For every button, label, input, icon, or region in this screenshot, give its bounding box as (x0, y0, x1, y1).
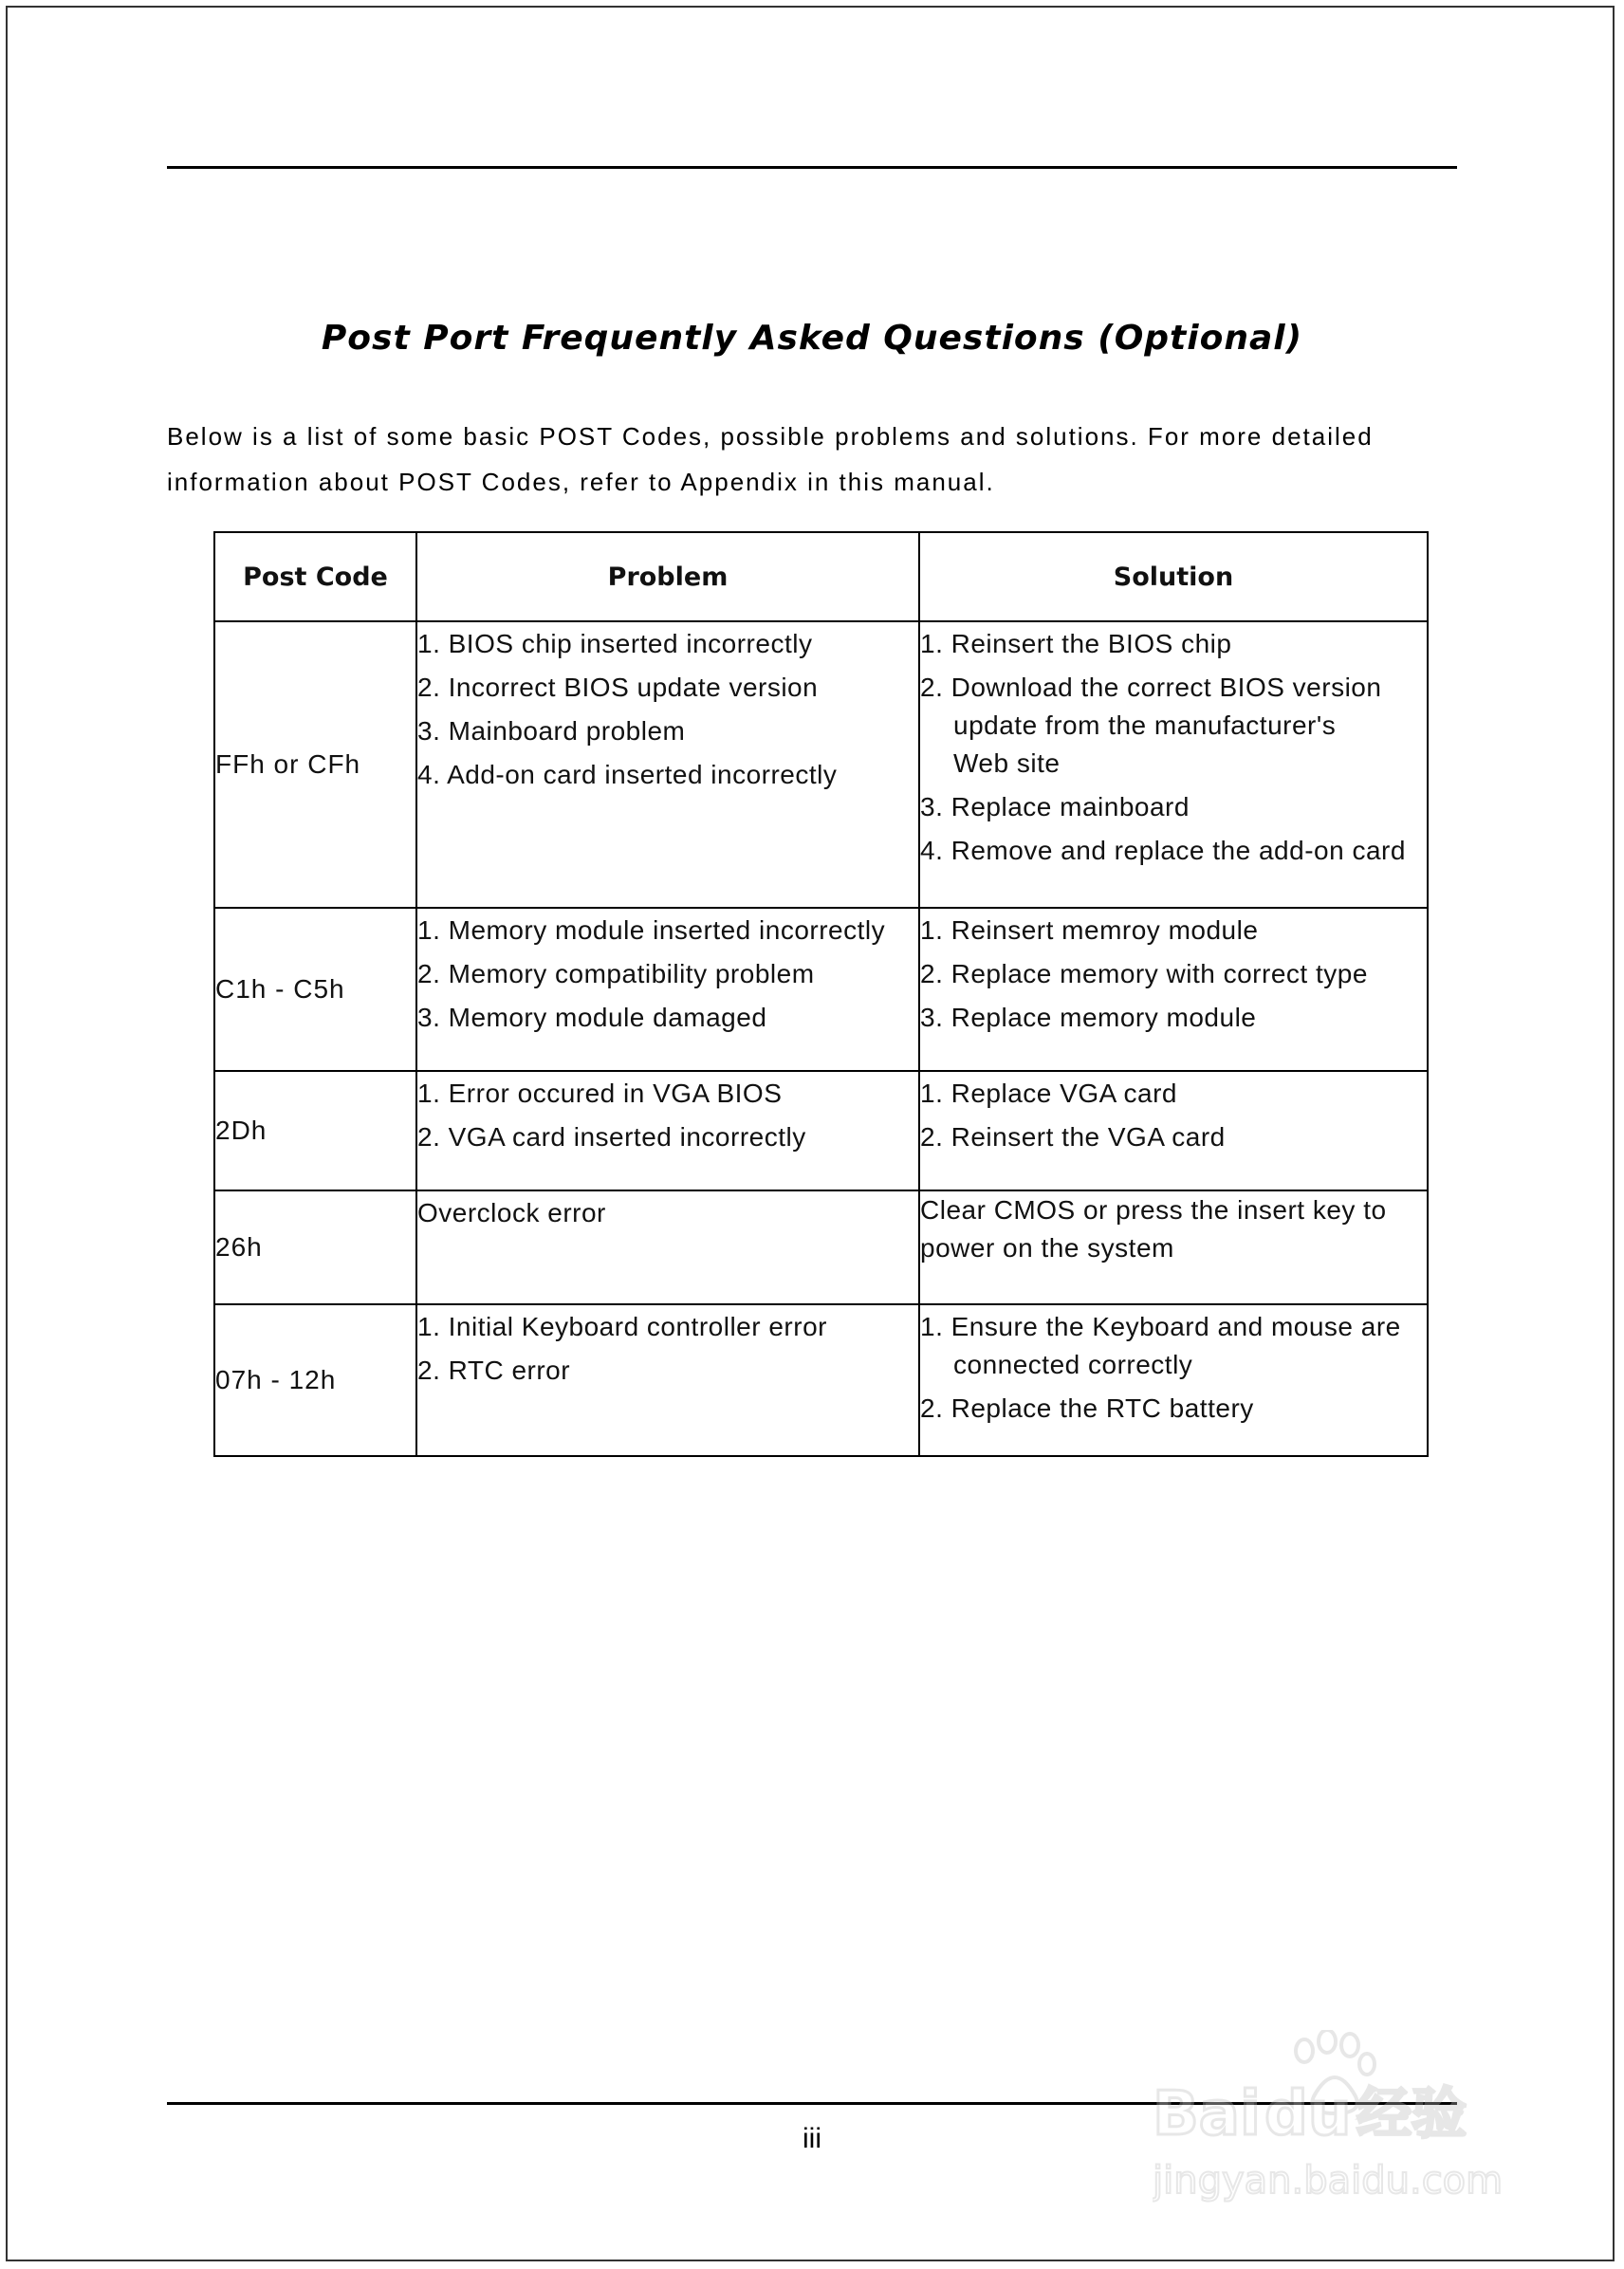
problem-item: 1. BIOS chip inserted incorrectly (417, 629, 813, 658)
table-row (214, 621, 1428, 908)
solution-item: 3. Replace mainboard (920, 792, 1190, 821)
header-post-code: Post Code (214, 532, 416, 621)
table-row (214, 1304, 1428, 1456)
problem-cell (416, 908, 919, 1071)
problem-item: 2. Incorrect BIOS update version (417, 673, 819, 702)
problem-item: 3. Memory module damaged (417, 1003, 767, 1032)
post-code-cell: 07h - 12h (214, 1304, 416, 1456)
solution-cell (919, 1190, 1428, 1304)
table-row (214, 908, 1428, 1071)
watermark-url: jingyan.baidu.com (1153, 2159, 1504, 2203)
problem-item: 2. RTC error (417, 1356, 571, 1385)
solution-cell (919, 908, 1428, 1071)
solution-item: 1. Replace VGA card (920, 1079, 1177, 1108)
page-number: iii (803, 2123, 821, 2154)
solution-item: 2. Reinsert the VGA card (920, 1122, 1226, 1152)
post-code-cell: 2Dh (214, 1071, 416, 1190)
problem-cell (416, 621, 919, 908)
problem-item: 1. Memory module inserted incorrectly (417, 915, 886, 945)
header-solution: Solution (919, 532, 1428, 621)
page-title: Post Port Frequently Asked Questions (Optional) (321, 319, 1303, 358)
watermark-brand: Bai (1153, 2079, 1261, 2149)
problem-item: 1. Initial Keyboard controller error (417, 1312, 827, 1341)
solution-item (920, 1305, 1427, 1387)
watermark-cjk: 经验 (1356, 2081, 1467, 2146)
solution-item: 2. Replace memory with correct type (920, 959, 1368, 988)
solution-item: 1. Reinsert the BIOS chip (920, 629, 1232, 658)
post-code-table (213, 531, 1429, 1457)
problem-item: 1. Error occured in VGA BIOS (417, 1079, 783, 1108)
solution-line: Web site (953, 748, 1061, 778)
table-row (214, 1190, 1428, 1304)
problem-item: 2. Memory compatibility problem (417, 959, 815, 988)
solution-item: 2. Replace the RTC battery (920, 1393, 1254, 1423)
solution-cell (919, 1071, 1428, 1190)
solution-item: 3. Replace memory module (920, 1003, 1257, 1032)
problem-item: Overclock error (417, 1198, 606, 1227)
baidu-watermark (1153, 2030, 1532, 2210)
table-header-row (214, 532, 1428, 621)
intro-paragraph (167, 414, 1438, 505)
post-code-cell: 26h (214, 1190, 416, 1304)
solution-item: Clear CMOS or press the insert key to power on the system (920, 1195, 1387, 1263)
solution-item (920, 666, 1427, 785)
problem-cell (416, 1304, 919, 1456)
header-rule (167, 166, 1457, 169)
header-problem: Problem (416, 532, 919, 621)
post-code-cell: C1h - C5h (214, 908, 416, 1071)
solution-item: 4. Remove and replace the add-on card (920, 836, 1406, 865)
solution-cell (919, 1304, 1428, 1456)
problem-cell (416, 1190, 919, 1304)
problem-cell (416, 1071, 919, 1190)
watermark-brand-du: du (1264, 2079, 1352, 2149)
solution-line: update from the manufacturer's (953, 710, 1337, 740)
problem-item: 2. VGA card inserted incorrectly (417, 1122, 806, 1152)
post-code-cell: FFh or CFh (214, 621, 416, 908)
solution-line: 2. Download the correct BIOS version (920, 673, 1382, 702)
intro-line: information about POST Codes, refer to Appendix in this manual. (167, 468, 995, 496)
solution-line: 1. Ensure the Keyboard and mouse are (920, 1312, 1401, 1341)
table-row (214, 1071, 1428, 1190)
solution-line: connected correctly (953, 1350, 1193, 1379)
solution-item: 1. Reinsert memroy module (920, 915, 1259, 945)
problem-item: 3. Mainboard problem (417, 716, 686, 746)
problem-item: 4. Add-on card inserted incorrectly (417, 760, 838, 789)
intro-line: Below is a list of some basic POST Codes, possible problems and solutions. For more detailed (167, 422, 1374, 451)
solution-cell (919, 621, 1428, 908)
